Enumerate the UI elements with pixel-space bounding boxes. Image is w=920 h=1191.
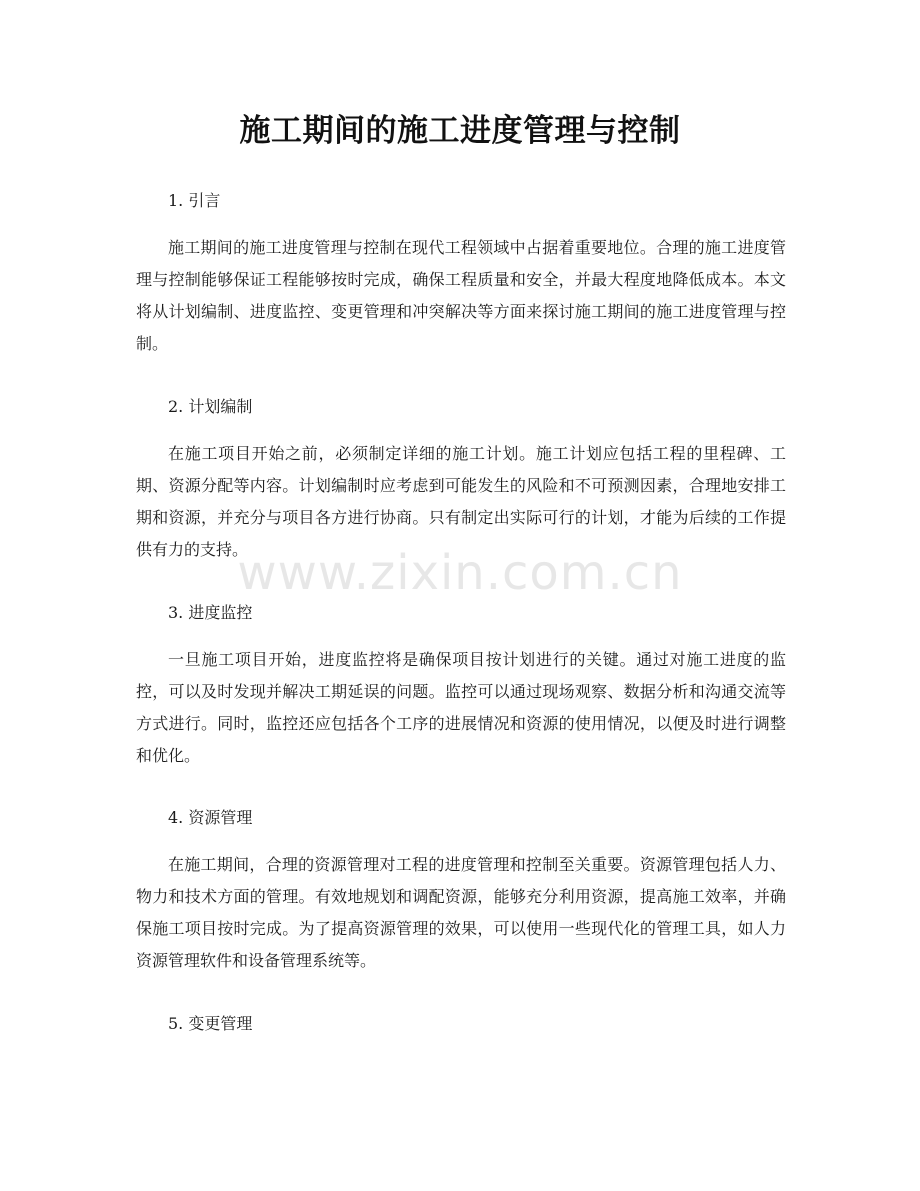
section-heading-progress-monitoring: 3. 进度监控 [168, 603, 253, 622]
watermark: www.zixin.com.cn [237, 545, 683, 601]
document-title: 施工期间的施工进度管理与控制 [239, 113, 681, 149]
section-body-introduction: 施工期间的施工进度管理与控制在现代工程领域中占据着重要地位。合理的施工进度管理与控制能够保证工程能够按时完成，确保工程质量和安全，并最大程度地降低成本。本文将从计划编制、进度监控、变更管理和冲突解决等方面来探讨施工期间的施工进度管理与控制。 [136, 238, 786, 353]
section-heading-introduction: 1. 引言 [168, 191, 221, 210]
section-heading-change-management: 5. 变更管理 [168, 1014, 253, 1033]
section-body-planning: 在施工项目开始之前，必须制定详细的施工计划。施工计划应包括工程的里程碑、工期、资源分配等内容。计划编制时应考虑到可能发生的风险和不可预测因素，合理地安排工期和资源，并充分与项目各方进行协商。只有制定出实际可行的计划，才能为后续的工作提供有力的支持。 [136, 444, 786, 559]
section-body-resource-management: 在施工期间，合理的资源管理对工程的进度管理和控制至关重要。资源管理包括人力、物力和技术方面的管理。有效地规划和调配资源，能够充分利用资源，提高施工效率，并确保施工项目按时完成。为了提高资源管理的效果，可以使用一些现代化的管理工具，如人力资源管理软件和设备管理系统等。 [136, 855, 786, 970]
section-body-progress-monitoring: 一旦施工项目开始，进度监控将是确保项目按计划进行的关键。通过对施工进度的监控，可以及时发现并解决工期延误的问题。监控可以通过现场观察、数据分析和沟通交流等方式进行。同时，监控还应包括各个工序的进展情况和资源的使用情况，以便及时进行调整和优化。 [136, 650, 786, 765]
section-heading-resource-management: 4. 资源管理 [168, 808, 253, 827]
section-heading-planning: 2. 计划编制 [168, 397, 253, 416]
